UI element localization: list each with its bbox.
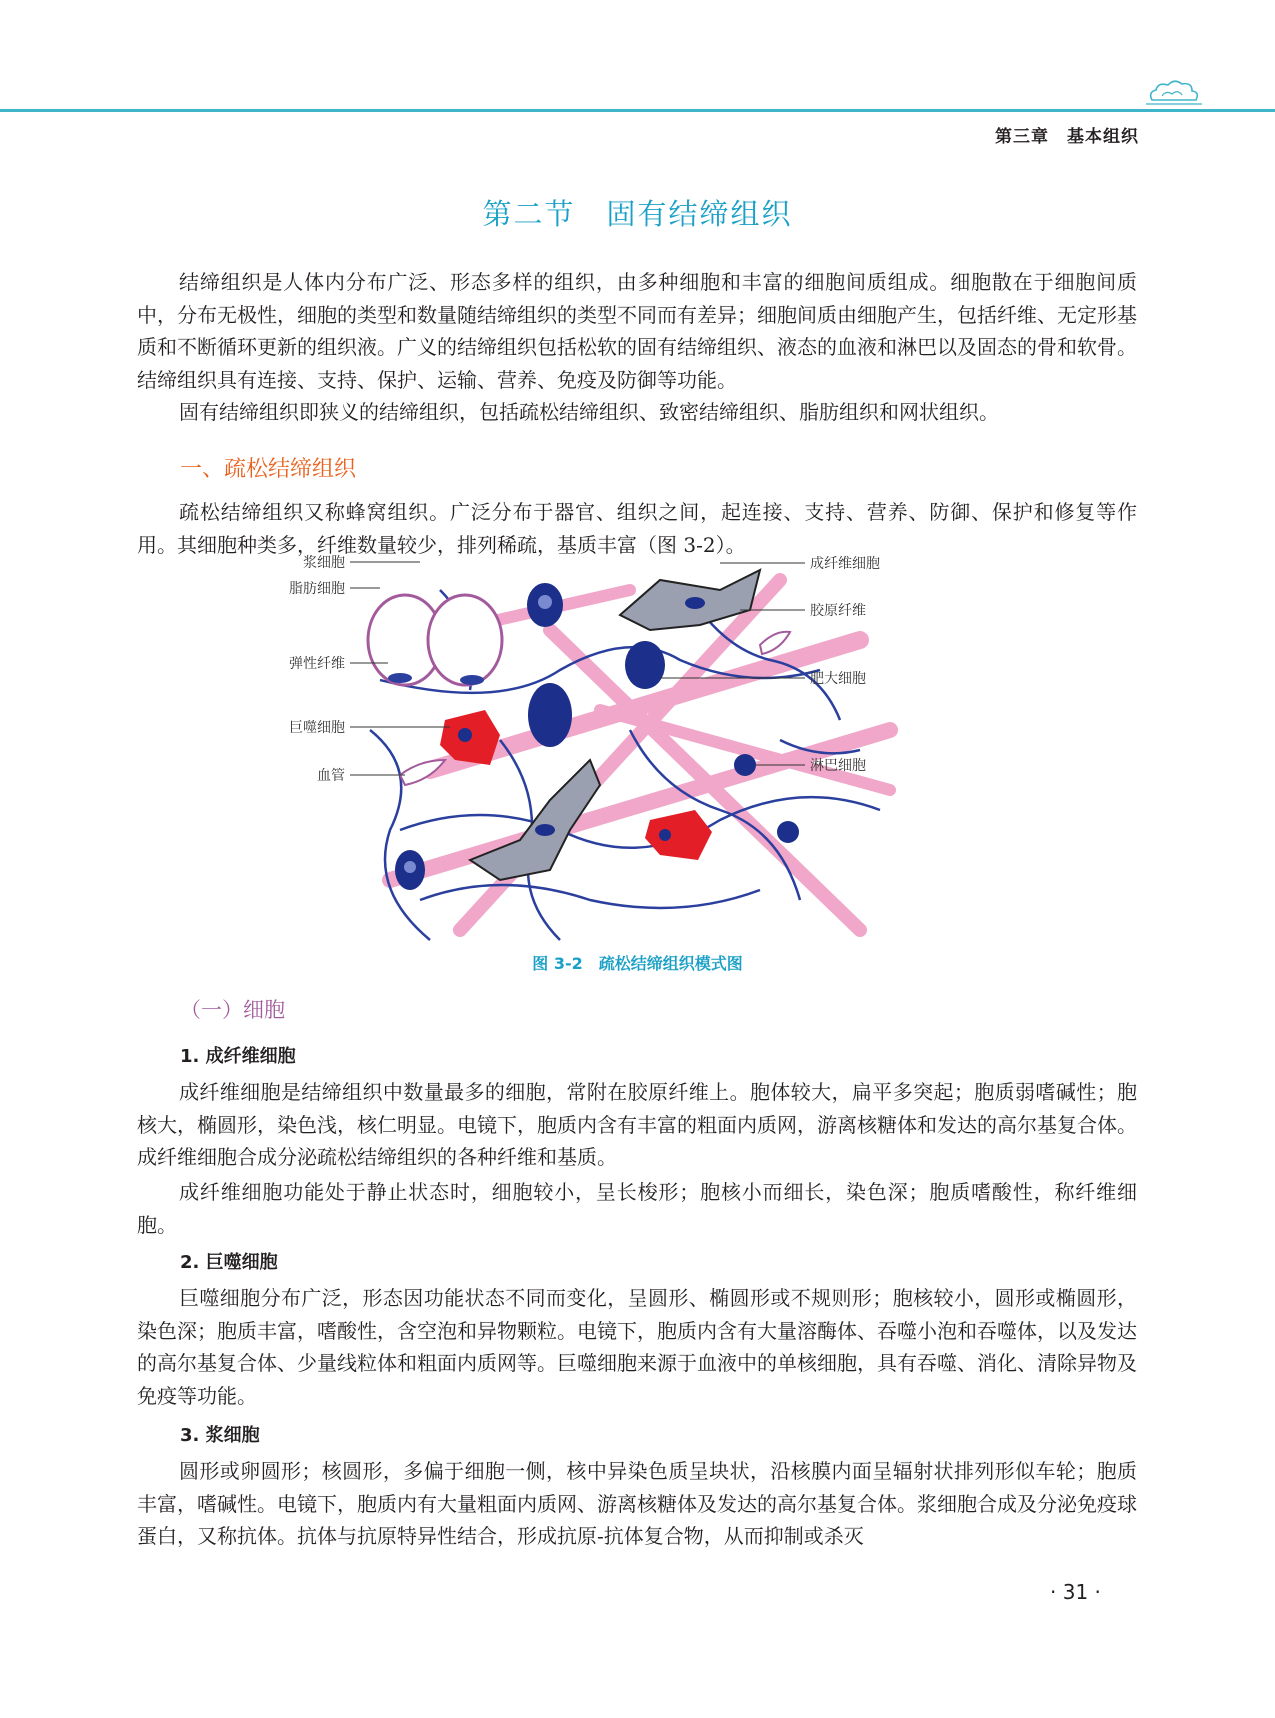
intro-paragraph-2: 固有结缔组织即狭义的结缔组织，包括疏松结缔组织、致密结缔组织、脂肪组织和网状组织。 — [179, 400, 999, 424]
label-fibroblast: 成纤维细胞 — [810, 556, 880, 572]
macrophage-paragraph: 巨噬细胞分布广泛，形态因功能状态不同而变化，呈圆形、椭圆形或不规则形；胞核较小，圆形或椭圆形，染色深；胞质丰富，嗜酸性，含空泡和异物颗粒。电镜下，胞质内含有大量溶酶体、吞噬小泡和吞噬体，以及发达的高尔基复合体、少量线粒体和粗面内质网等。巨噬细胞来源于血液中的单核细胞，具有吞噬、消化、清除异物及免疫等功能。 — [137, 1286, 1137, 1408]
label-blood-vessel: 血管 — [317, 768, 345, 784]
plasma-cell-nucleus-2 — [404, 861, 416, 873]
mast-cell-2 — [625, 641, 665, 689]
blood-vessel-2 — [760, 632, 790, 654]
item-title-fibroblast: 1. 成纤维细胞 — [180, 1046, 296, 1067]
fibroblast-paragraph-1: 成纤维细胞是结缔组织中数量最多的细胞，常附在胶原纤维上。胞体较大，扁平多突起；胞质弱嗜碱性；胞核大，椭圆形，染色浅，核仁明显。电镜下，胞质内含有丰富的粗面内质网，游离核糖体和发达的高尔基复合体。成纤维细胞合成分泌疏松结缔组织的各种纤维和基质。 — [137, 1080, 1137, 1169]
chapter-label: 第三章 基本组织 — [995, 127, 1139, 147]
cells-heading: （一）细胞 — [180, 998, 285, 1022]
subsection-paragraph: 疏松结缔组织又称蜂窝组织。广泛分布于器官、组织之间，起连接、支持、营养、防御、保护和修复等作用。其细胞种类多，纤维数量较少，排列稀疏，基质丰富（图 3-2）。 — [137, 500, 1137, 557]
adipocyte-cells — [368, 595, 502, 685]
label-elastic-fiber: 弹性纤维 — [289, 656, 345, 672]
label-collagen-fiber: 胶原纤维 — [810, 603, 866, 619]
figure-left-labels — [289, 554, 345, 784]
cloud-ornament-icon — [1146, 78, 1202, 108]
subsection-heading: 一、疏松结缔组织 — [180, 457, 357, 482]
label-adipocyte: 脂肪细胞 — [289, 581, 345, 597]
header-rule — [0, 109, 1275, 112]
lymphocyte-cell — [734, 754, 756, 776]
label-mast-cell: 肥大细胞 — [810, 671, 866, 687]
lymphocyte-cell-2 — [777, 821, 799, 843]
fibroblast-nucleus — [685, 597, 705, 609]
macrophage-nucleus-2 — [659, 829, 671, 841]
section-title: 第二节 固有结缔组织 — [482, 197, 793, 231]
mast-cell — [528, 683, 572, 747]
loose-connective-tissue-figure — [289, 555, 900, 945]
fibroblast-nucleus-2 — [535, 824, 555, 836]
label-plasma-cell: 浆细胞 — [303, 555, 345, 571]
plasma-cell-paragraph: 圆形或卵圆形；核圆形，多偏于细胞一侧，核中异染色质呈块状，沿核膜内面呈辐射状排列形似车轮；胞质丰富，嗜碱性。电镜下，胞质内有大量粗面内质网、游离核糖体及发达的高尔基复合体。浆细胞合成及分泌免疫球蛋白，又称抗体。抗体与抗原特异性结合，形成抗原-抗体复合物，从而抑制或杀灭 — [137, 1459, 1137, 1548]
plasma-cell-nucleus — [538, 595, 552, 609]
macrophage-nucleus — [458, 728, 472, 742]
label-macrophage: 巨噬细胞 — [289, 720, 345, 736]
figure-caption: 图 3-2 疏松结缔组织模式图 — [532, 954, 743, 973]
item-title-macrophage: 2. 巨噬细胞 — [180, 1252, 278, 1273]
intro-paragraph-1: 结缔组织是人体内分布广泛、形态多样的组织，由多种细胞和丰富的细胞间质组成。细胞散在于细胞间质中，分布无极性，细胞的类型和数量随结缔组织的类型不同而有差异；细胞间质由细胞产生，包括纤维、无定形基质和不断循环更新的组织液。广义的结缔组织包括松软的固有结缔组织、液态的血液和淋巴以及固态的骨和软骨。结缔组织具有连接、支持、保护、运输、营养、免疫及防御等功能。 — [137, 270, 1137, 392]
label-lymphocyte: 淋巴细胞 — [810, 758, 866, 774]
macrophage-cell-2 — [645, 810, 712, 860]
fibroblast-paragraph-2: 成纤维细胞功能处于静止状态时，细胞较小，呈长梭形；胞核小而细长，染色深；胞质嗜酸性，称纤维细胞。 — [137, 1180, 1137, 1237]
page-number: · 31 · — [1050, 1580, 1101, 1604]
item-title-plasma-cell: 3. 浆细胞 — [180, 1425, 260, 1446]
